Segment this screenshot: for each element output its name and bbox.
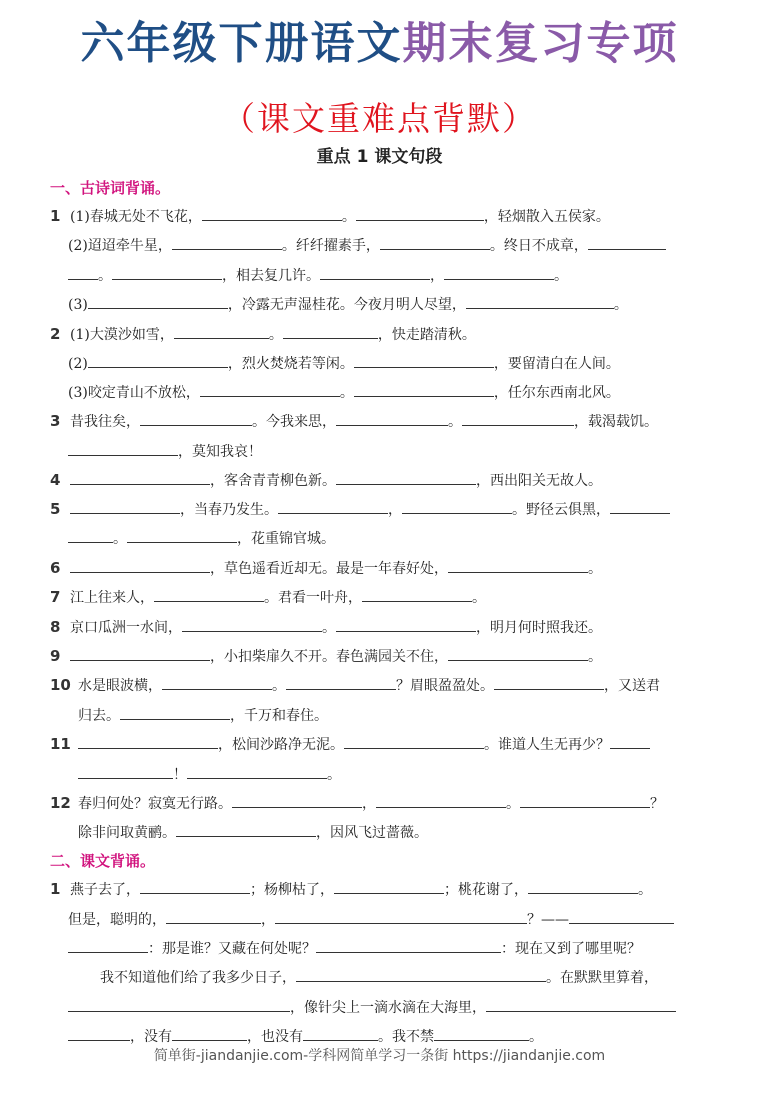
answer-blank[interactable]	[200, 381, 340, 397]
question-number: 6	[50, 559, 61, 577]
footer-watermark: 简单街-jiandanjie.com-学科网简单学习一条街 https://jiandanjie.com	[153, 1048, 606, 1064]
answer-blank[interactable]	[232, 792, 362, 808]
answer-blank[interactable]	[140, 878, 250, 894]
answer-blank[interactable]	[182, 616, 322, 632]
q9-line-1: 9 ，小扣柴扉久不开。春色满园关不住， 。	[50, 647, 602, 665]
q1-line-2: (2)迢迢牵牛星， 。纤纤擢素手， 。终日不成章，	[68, 234, 697, 257]
q3-line-1: 3 昔我往矣， 。今我来思， 。 ，载渴载饥。	[50, 412, 658, 430]
answer-blank[interactable]	[275, 908, 527, 924]
question-number: 7	[50, 588, 61, 606]
answer-blank[interactable]	[172, 234, 282, 250]
answer-blank[interactable]	[166, 908, 261, 924]
answer-blank[interactable]	[466, 293, 614, 309]
answer-blank[interactable]	[120, 704, 230, 720]
question-number: 10	[50, 676, 71, 694]
answer-blank[interactable]	[380, 234, 490, 250]
q10-line-2: 归去。 ，千万和春住。	[78, 704, 697, 727]
p1-line-5: ，像针尖上一滴水滴在大海里，	[68, 996, 697, 1019]
p1-line-6: ，没有 ，也没有 。我不禁 。	[68, 1025, 697, 1048]
p1-line-3: ：那是谁？又藏在何处呢？ ：现在又到了哪里呢？	[68, 937, 697, 960]
answer-blank[interactable]	[448, 557, 588, 573]
q10-line-1: 10 水是眼波横， 。 ？眉眼盈盈处。 ，又送君	[50, 676, 660, 694]
answer-blank[interactable]	[320, 264, 430, 280]
q12-line-1: 12 春归何处？寂寞无行路。 ， 。 ？	[50, 794, 664, 812]
answer-blank[interactable]	[78, 763, 173, 779]
answer-blank[interactable]	[354, 352, 494, 368]
answer-blank[interactable]	[334, 878, 444, 894]
question-number: 11	[50, 735, 71, 753]
answer-blank[interactable]	[528, 878, 638, 894]
answer-blank[interactable]	[70, 498, 180, 514]
title-part1: 六年级下册语文	[80, 18, 403, 69]
answer-blank[interactable]	[486, 996, 676, 1012]
subtitle: （课文重难点背默）	[222, 99, 537, 138]
question-number: 5	[50, 500, 61, 518]
q1-line-3: 。 ，相去复几许。 ， 。	[68, 264, 697, 287]
q4-line-1: 4 ，客舍青青柳色新。 ，西出阳关无故人。	[50, 471, 602, 489]
answer-blank[interactable]	[448, 645, 588, 661]
q7-line-1: 7 江上往来人， 。君看一叶舟， 。	[50, 588, 486, 606]
answer-blank[interactable]	[569, 908, 674, 924]
answer-blank[interactable]	[402, 498, 512, 514]
answer-blank[interactable]	[444, 264, 554, 280]
question-number: 1	[50, 207, 61, 225]
question-number: 3	[50, 412, 61, 430]
answer-blank[interactable]	[174, 323, 269, 339]
answer-blank[interactable]	[344, 733, 484, 749]
answer-blank[interactable]	[296, 966, 546, 982]
question-number: 8	[50, 618, 61, 636]
q6-line-1: 6 ，草色遥看近却无。最是一年春好处， 。	[50, 559, 602, 577]
p1-line-2: 但是，聪明的， ， ？——	[68, 908, 697, 931]
q5-line-1: 5 ，当春乃发生。 ， 。野径云俱黑，	[50, 498, 697, 521]
answer-blank[interactable]	[187, 763, 327, 779]
answer-blank[interactable]	[434, 1025, 529, 1041]
q2-line-1: 2 (1)大漠沙如雪， 。 ，快走踏清秋。	[50, 325, 476, 343]
answer-blank[interactable]	[70, 469, 210, 485]
answer-blank[interactable]	[202, 205, 342, 221]
answer-blank[interactable]	[68, 996, 290, 1012]
answer-blank[interactable]	[70, 645, 210, 661]
q1-line-4: (3) ，冷露无声湿桂花。今夜月明人尽望， 。	[68, 293, 697, 316]
answer-blank[interactable]	[462, 410, 574, 426]
answer-blank[interactable]	[68, 937, 148, 953]
answer-blank[interactable]	[356, 205, 484, 221]
q5-line-2: 。 ，花重锦官城。	[68, 527, 697, 550]
question-number: 2	[50, 325, 61, 343]
answer-blank[interactable]	[68, 264, 98, 280]
answer-blank[interactable]	[172, 1025, 247, 1041]
title-part2: 期末复习专项	[402, 18, 679, 69]
answer-blank[interactable]	[140, 410, 252, 426]
answer-blank[interactable]	[162, 674, 272, 690]
p1-line-1: 1 燕子去了， ；杨柳枯了， ；桃花谢了， 。	[50, 880, 652, 898]
answer-blank[interactable]	[154, 586, 264, 602]
q2-line-2: (2) ，烈火焚烧若等闲。 ，要留清白在人间。	[68, 352, 697, 375]
q11-line-2: ！ 。	[78, 763, 697, 786]
answer-blank[interactable]	[68, 1025, 130, 1041]
answer-blank[interactable]	[286, 674, 396, 690]
answer-blank[interactable]	[316, 937, 501, 953]
q3-line-2: ，莫知我哀！	[68, 440, 697, 463]
question-number: 4	[50, 471, 61, 489]
part1-heading: 一、古诗词背诵。	[50, 179, 171, 197]
answer-blank[interactable]	[176, 821, 316, 837]
page-title	[0, 16, 759, 72]
answer-blank[interactable]	[88, 293, 228, 309]
answer-blank[interactable]	[283, 323, 378, 339]
answer-blank[interactable]	[376, 792, 506, 808]
answer-blank[interactable]	[68, 527, 113, 543]
section-label: 重点 1 课文句段	[316, 147, 443, 167]
q8-line-1: 8 京口瓜洲一水间， 。 ，明月何时照我还。	[50, 618, 602, 636]
answer-blank[interactable]	[610, 498, 670, 514]
answer-blank[interactable]	[362, 586, 472, 602]
q12-line-2: 除非问取黄鹂。 ，因风飞过蔷薇。	[78, 821, 697, 844]
answer-blank[interactable]	[588, 234, 666, 250]
q2-line-3: (3)咬定青山不放松， 。 ，任尔东西南北风。	[68, 381, 697, 404]
question-number: 12	[50, 794, 71, 812]
answer-blank[interactable]	[70, 557, 210, 573]
answer-blank[interactable]	[127, 527, 237, 543]
answer-blank[interactable]	[88, 352, 228, 368]
answer-blank[interactable]	[303, 1025, 378, 1041]
answer-blank[interactable]	[112, 264, 222, 280]
answer-blank[interactable]	[336, 410, 448, 426]
answer-blank[interactable]	[610, 733, 650, 749]
answer-blank[interactable]	[78, 733, 218, 749]
q1-line-1: 1 (1)春城无处不飞花， 。 ，轻烟散入五侯家。	[50, 207, 610, 225]
p1-line-4: 我不知道他们给了我多少日子， 。在默默里算着，	[100, 966, 697, 989]
answer-blank[interactable]	[336, 616, 476, 632]
answer-blank[interactable]	[520, 792, 650, 808]
answer-blank[interactable]	[494, 674, 604, 690]
question-number: 1	[50, 880, 61, 898]
answer-blank[interactable]	[354, 381, 494, 397]
answer-blank[interactable]	[68, 440, 178, 456]
part2-heading: 二、课文背诵。	[50, 852, 156, 870]
question-number: 9	[50, 647, 61, 665]
answer-blank[interactable]	[336, 469, 476, 485]
answer-blank[interactable]	[278, 498, 388, 514]
q11-line-1: 11 ，松间沙路净无泥。 。谁道人生无再少？	[50, 733, 697, 756]
